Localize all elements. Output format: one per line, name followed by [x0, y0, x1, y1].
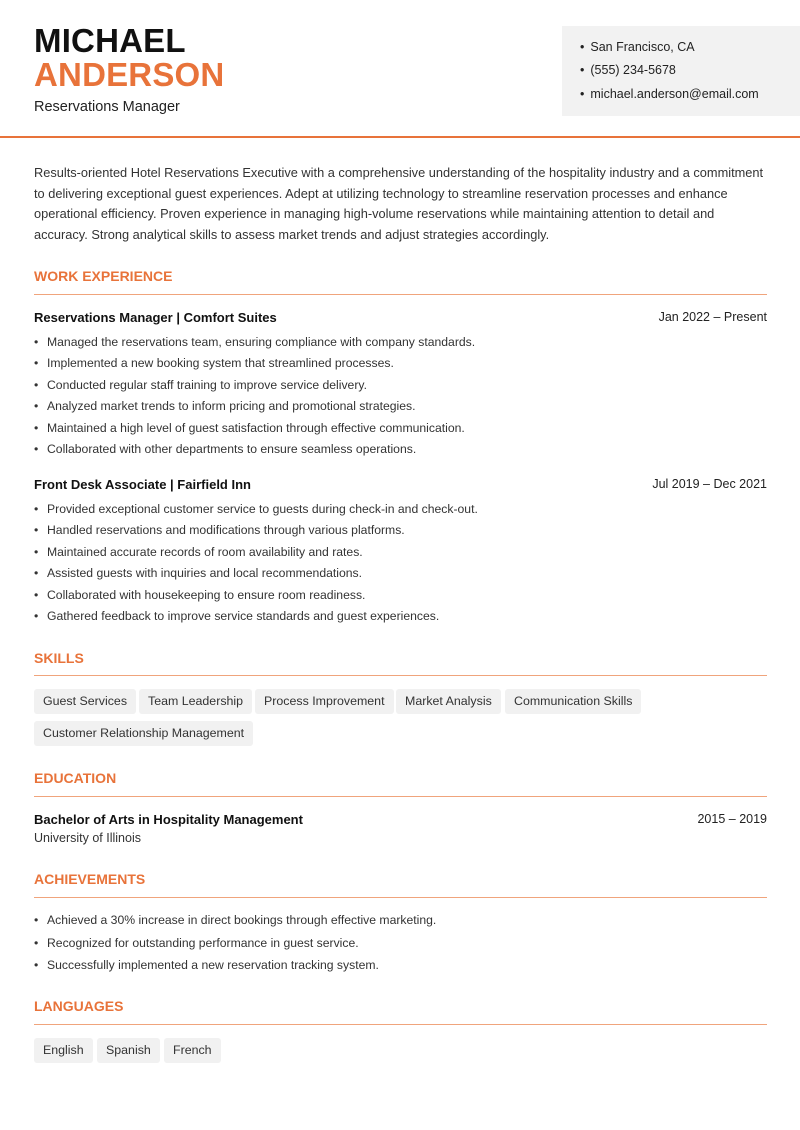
achievement-item: • Successfully implemented a new reservation tracking system. [34, 954, 754, 977]
contact-email: • michael.anderson@email.com [580, 87, 759, 101]
bullet-item: • Conducted regular staff training to improve service delivery. [34, 375, 754, 396]
section-title-education: EDUCATION [34, 770, 117, 786]
language-tag: English [34, 1038, 93, 1063]
achievement-item: • Recognized for outstanding performance in guest service. [34, 932, 754, 955]
section-divider [34, 675, 767, 676]
section-divider [34, 1024, 767, 1025]
skill-tag: Process Improvement [255, 689, 394, 714]
job-role: Reservations Manager [34, 99, 180, 115]
achievement-item: • Achieved a 30% increase in direct bookings through effective marketing. [34, 909, 754, 932]
bullet-item: • Gathered feedback to improve service standards and guest experiences. [34, 606, 754, 627]
summary-paragraph: Results-oriented Hotel Reservations Executive with a comprehensive understanding of the hospitality industry and a commitment to delivering exceptional guest experiences. Adept at utilizing technology to streamline reservation processes and enhance operational efficiency. Proven experience in managing high-volume reservations while maintaining attention to detail and accuracy. Strong analytical skills to assess market trends and adjust strategies accordingly. [34, 165, 764, 242]
candidate-name [34, 24, 224, 92]
section-title-languages: LANGUAGES [34, 998, 124, 1014]
bullet-item: • Collaborated with housekeeping to ensure room readiness. [34, 585, 754, 606]
section-divider [34, 294, 767, 295]
achievement-list [34, 909, 754, 977]
section-divider [34, 897, 767, 898]
contact-location: • San Francisco, CA [580, 40, 695, 54]
skill-tag: Market Analysis [396, 689, 501, 714]
education-degree: Bachelor of Arts in Hospitality Management [34, 812, 303, 827]
section-title-skills: SKILLS [34, 650, 84, 666]
skill-tag: Guest Services [34, 689, 136, 714]
skill-tag: Communication Skills [505, 689, 641, 714]
education-dates: 2015 – 2019 [697, 812, 767, 826]
section-title-work: WORK EXPERIENCE [34, 268, 173, 284]
section-divider [34, 796, 767, 797]
language-tag: French [164, 1038, 221, 1063]
bullet-item: • Handled reservations and modifications through various platforms. [34, 520, 754, 541]
bullet-item: • Collaborated with other departments to ensure seamless operations. [34, 439, 754, 460]
bullet-item: • Implemented a new booking system that streamlined processes. [34, 353, 754, 374]
bullet-item: • Managed the reservations team, ensuring compliance with company standards. [34, 332, 754, 353]
resume-header [0, 0, 800, 138]
skill-tag: Team Leadership [139, 689, 252, 714]
job-bullets [34, 332, 754, 460]
language-tag: Spanish [97, 1038, 160, 1063]
job-bullets [34, 499, 754, 627]
job-title: Front Desk Associate | Fairfield Inn [34, 477, 251, 492]
contact-box [562, 26, 800, 116]
skill-tag: Customer Relationship Management [34, 721, 253, 746]
bullet-item: • Maintained a high level of guest satisfaction through effective communication. [34, 418, 754, 439]
contact-phone: • (555) 234-5678 [580, 63, 676, 77]
section-title-achievements: ACHIEVEMENTS [34, 871, 146, 887]
job-title: Reservations Manager | Comfort Suites [34, 310, 277, 325]
bullet-item: • Maintained accurate records of room availability and rates. [34, 542, 754, 563]
job-dates: Jul 2019 – Dec 2021 [652, 477, 767, 491]
education-school: University of Illinois [34, 831, 141, 845]
last-name: ANDERSON [34, 56, 225, 93]
job-dates: Jan 2022 – Present [658, 310, 767, 324]
first-name: MICHAEL [34, 22, 186, 59]
bullet-item: • Assisted guests with inquiries and local recommendations. [34, 563, 754, 584]
bullet-item: • Provided exceptional customer service to guests during check-in and check-out. [34, 499, 754, 520]
bullet-item: • Analyzed market trends to inform pricing and promotional strategies. [34, 396, 754, 417]
